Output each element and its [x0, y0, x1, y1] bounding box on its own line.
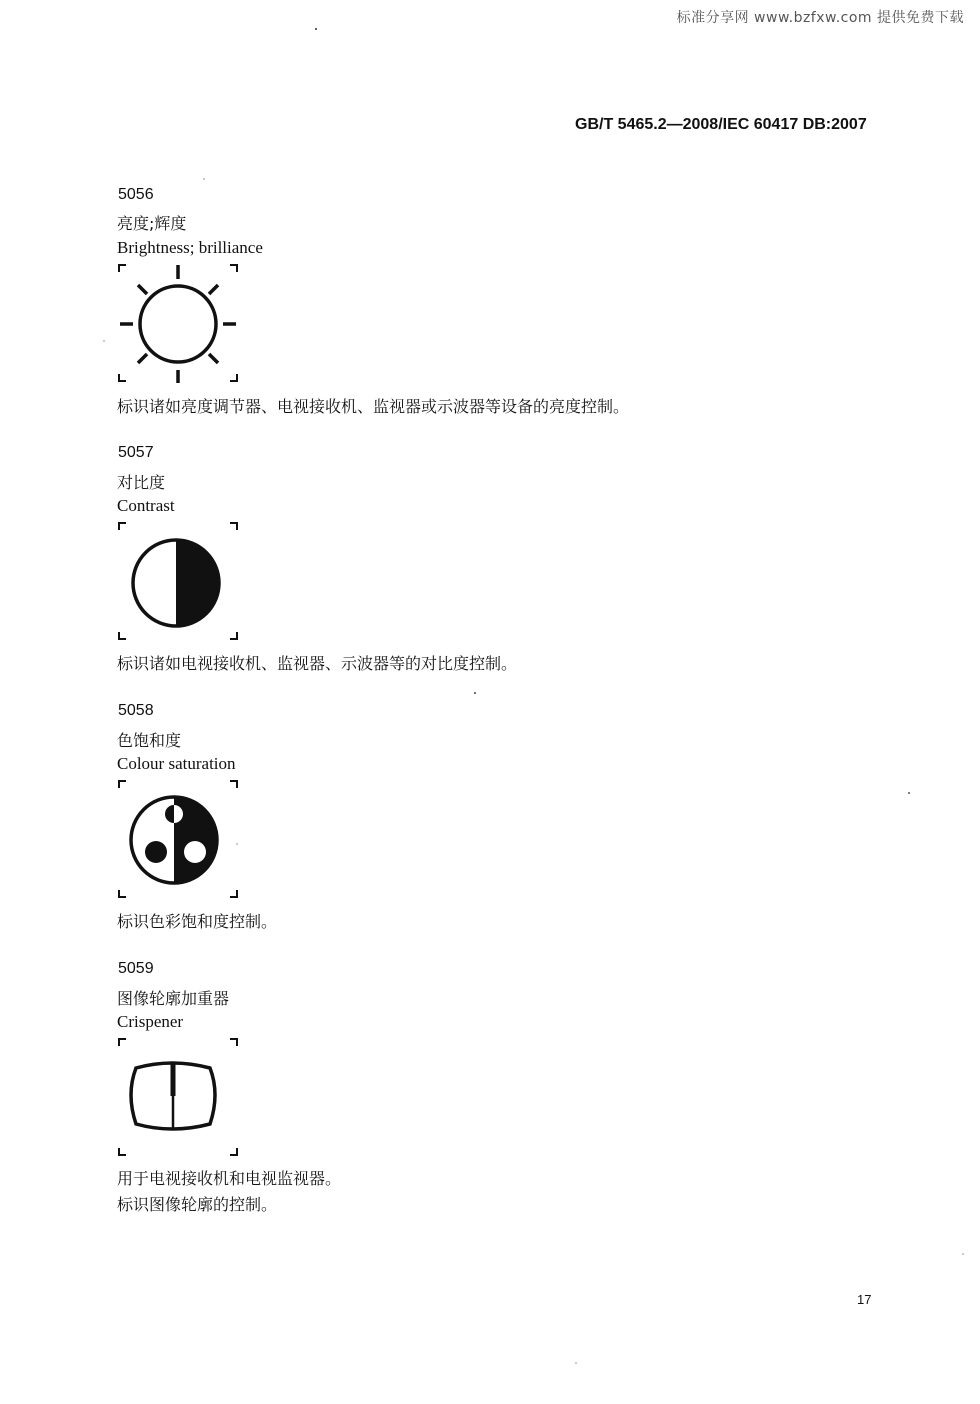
entry-description: 标识诸如亮度调节器、电视接收机、监视器或示波器等设备的亮度控制。 [117, 397, 630, 416]
contrast-half-circle-icon [112, 518, 244, 644]
entry-title-zh: 对比度 [117, 473, 166, 492]
entry-title-en: Colour saturation [117, 754, 236, 773]
colour-saturation-icon [112, 776, 244, 902]
entry-title-en: Contrast [117, 496, 175, 515]
scan-speck [315, 28, 317, 30]
standard-code: GB/T 5465.2—2008/IEC 60417 DB:2007 [575, 116, 867, 133]
page-number: 17 [857, 1292, 872, 1307]
entry-number: 5057 [118, 444, 154, 461]
scan-speck [575, 1362, 577, 1364]
entry-description: 标识色彩饱和度控制。 [117, 912, 278, 931]
entry-number: 5059 [118, 960, 154, 977]
scan-speck [203, 178, 205, 180]
crispener-screen-icon [112, 1034, 244, 1160]
scan-speck [236, 843, 238, 845]
brightness-sun-icon [112, 260, 244, 386]
entry-description-2: 标识图像轮廓的控制。 [117, 1195, 278, 1214]
entry-title-zh: 色饱和度 [117, 731, 182, 750]
entry-title-en: Brightness; brilliance [117, 238, 263, 257]
scan-speck [908, 792, 910, 794]
watermark-text: 标准分享网 www.bzfxw.com 提供免费下载 [676, 10, 964, 26]
entry-number: 5058 [118, 702, 154, 719]
entry-title-en: Crispener [117, 1012, 184, 1031]
entry-description: 用于电视接收机和电视监视器。 [117, 1169, 342, 1188]
scan-speck [962, 1253, 964, 1255]
entry-description: 标识诸如电视接收机、监视器、示波器等的对比度控制。 [117, 654, 518, 673]
entry-number: 5056 [118, 186, 154, 203]
entry-title-zh: 图像轮廓加重器 [117, 989, 230, 1008]
scan-speck [103, 340, 105, 342]
scan-speck [474, 692, 476, 694]
entry-title-zh: 亮度;辉度 [117, 214, 187, 233]
